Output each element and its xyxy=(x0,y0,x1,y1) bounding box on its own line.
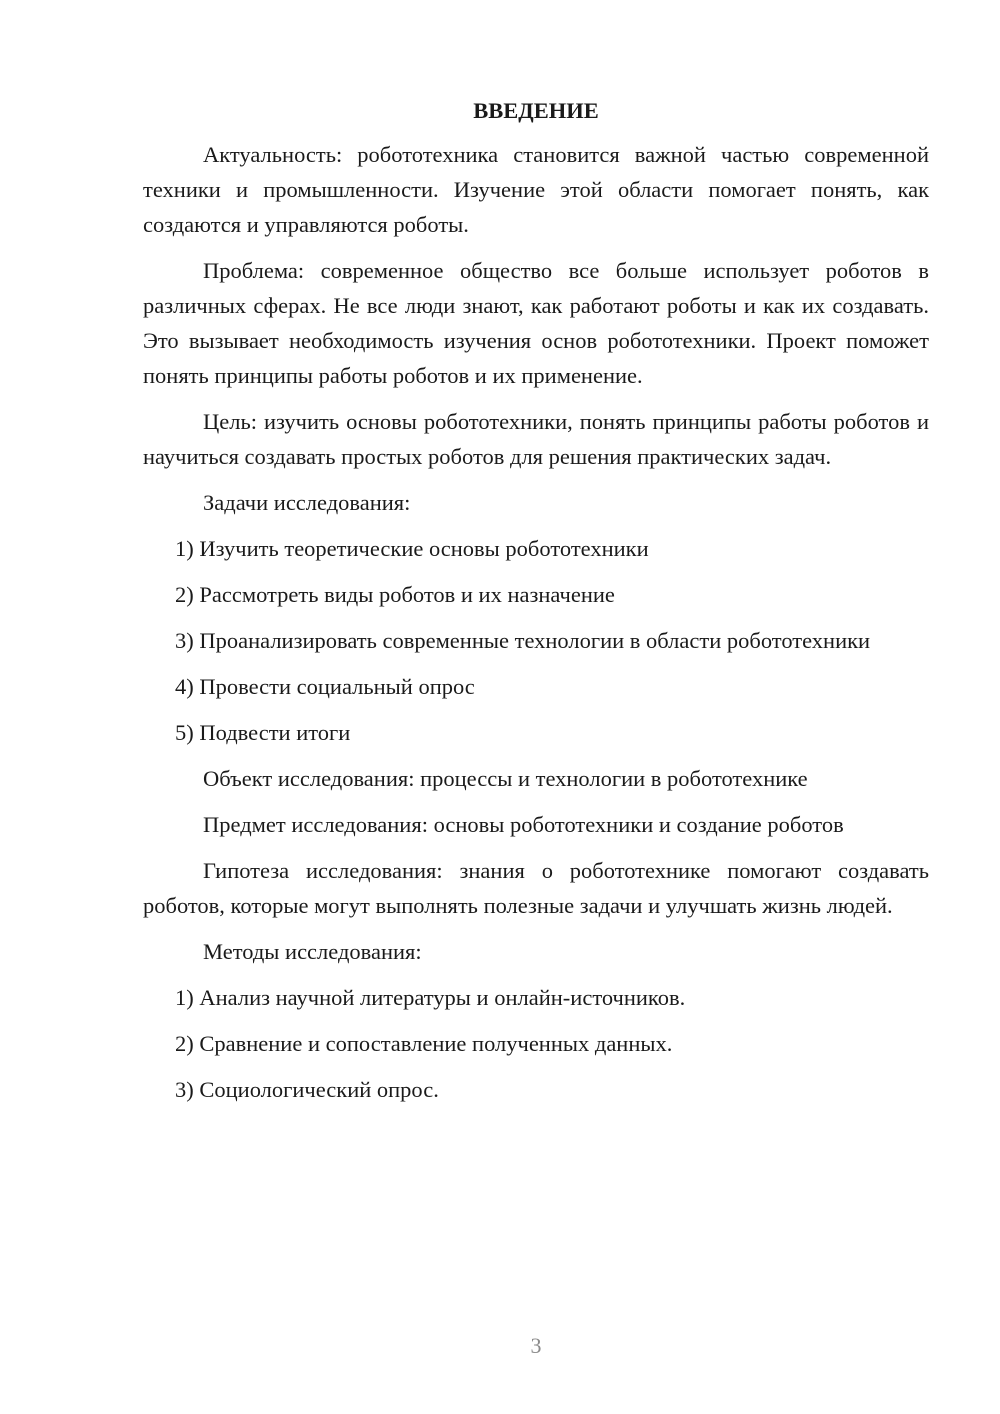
method-item: 3) Социологический опрос. xyxy=(175,1077,439,1102)
tasks-title: Задачи исследования: xyxy=(203,490,411,515)
relevance-paragraph: Актуальность: робототехника становится важной частью современной техники и промышленности. Изучение этой области помогает понять, как создаются и управляются роботы. xyxy=(143,142,929,237)
task-item: 3) Проанализировать современные технологии в области робототехники xyxy=(175,628,871,653)
research-subject: Предмет исследования: основы робототехники и создание роботов xyxy=(203,812,844,837)
research-object: Объект исследования: процессы и технологии в робототехнике xyxy=(203,766,808,791)
task-item: 4) Провести социальный опрос xyxy=(175,674,475,699)
task-item: 5) Подвести итоги xyxy=(175,720,351,745)
methods-title: Методы исследования: xyxy=(203,939,422,964)
method-item: 2) Сравнение и сопоставление полученных данных. xyxy=(175,1031,673,1056)
section-heading: ВВЕДЕНИЕ xyxy=(473,98,599,123)
page-content xyxy=(143,94,929,1118)
task-item: 2) Рассмотреть виды роботов и их назначение xyxy=(175,582,615,607)
method-item: 1) Анализ научной литературы и онлайн-источников. xyxy=(175,985,686,1010)
research-hypothesis: Гипотеза исследования: знания о робототехнике помогают создавать роботов, которые могут выполнять полезные задачи и улучшать жизнь людей. xyxy=(143,858,929,918)
goal-paragraph: Цель: изучить основы робототехники, понять принципы работы роботов и научиться создавать простых роботов для решения практических задач. xyxy=(143,409,929,469)
task-item: 1) Изучить теоретические основы робототехники xyxy=(175,536,649,561)
page-number: 3 xyxy=(530,1333,542,1358)
problem-paragraph: Проблема: современное общество все больше использует роботов в различных сферах. Не все люди знают, как работают роботы и как их создавать. Это вызывает необходимость изучения основ робототехники. Проект поможет понять принципы работы роботов и их применение. xyxy=(143,258,929,388)
